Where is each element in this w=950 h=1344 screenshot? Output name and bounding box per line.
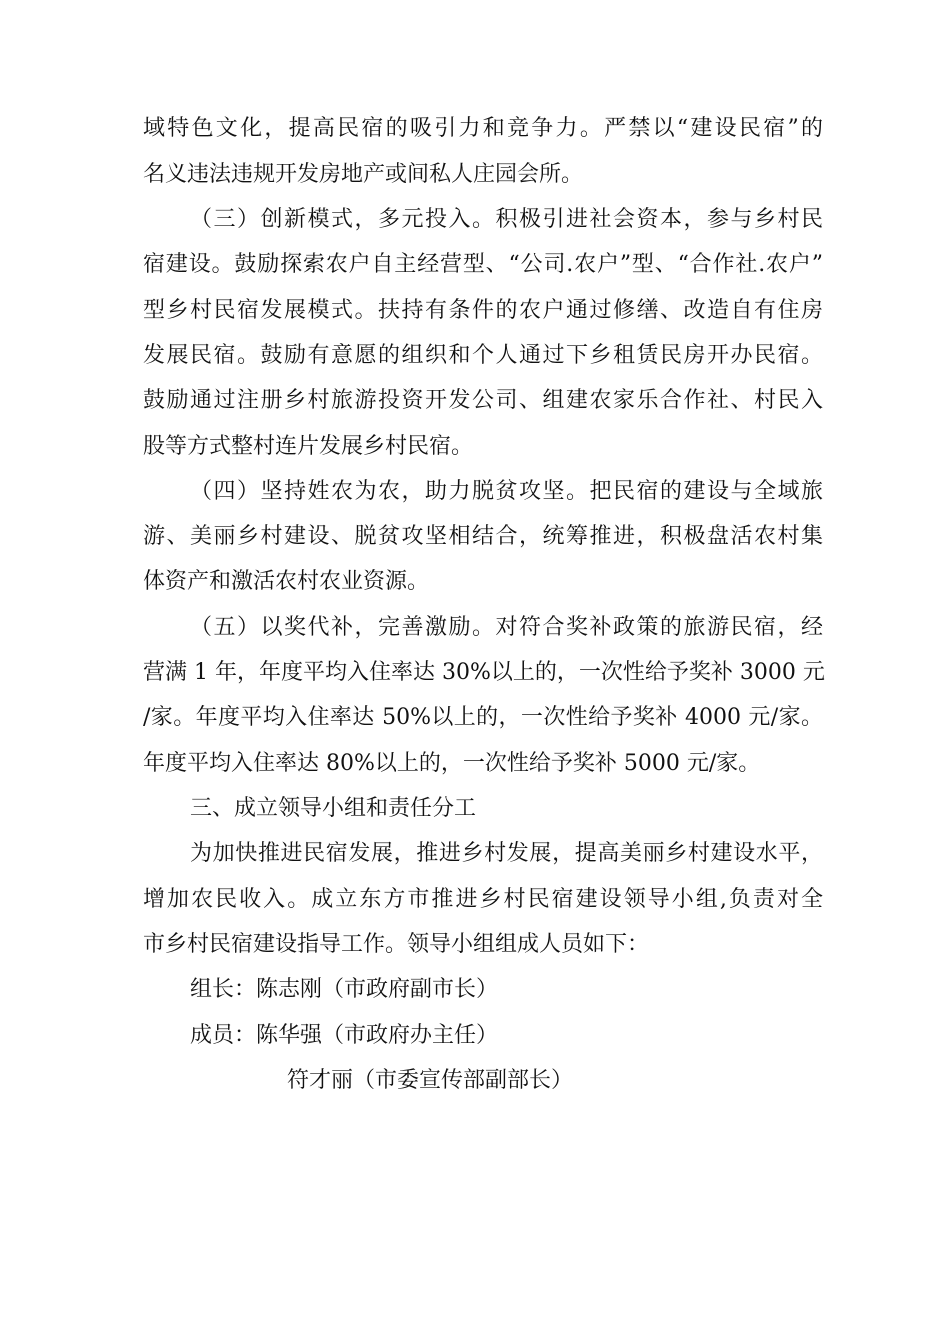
body-line: 宿建设。鼓励探索农户自主经营型、“公司.农户”型、“合作社.农户”: [143, 252, 823, 277]
group-member-line: 符才丽（市委宣传部副部长）: [287, 1068, 574, 1093]
body-line: 年度平均入住率达 80%以上的，一次性给予奖补 5000 元/家。: [143, 751, 761, 776]
group-leader-line: 组长：陈志刚（市政府副市长）: [190, 977, 499, 1002]
body-line: 游、美丽乡村建设、脱贫攻坚相结合，统筹推进，积极盘活农村集: [143, 524, 823, 549]
body-line: 发展民宿。鼓励有意愿的组织和个人通过下乡租赁民房开办民宿。: [143, 343, 823, 368]
body-line: 域特色文化，提高民宿的吸引力和竞争力。严禁以“建设民宿”的: [143, 116, 823, 141]
group-member-line: 成员：陈华强（市政府办主任）: [190, 1023, 499, 1048]
body-line: 股等方式整村连片发展乡村民宿。: [143, 434, 474, 459]
paragraph-heading-3: （三）创新模式，多元投入。积极引进社会资本，参与乡村民: [190, 207, 823, 232]
section-heading: 三、成立领导小组和责任分工: [190, 796, 477, 821]
body-line: 营满 1 年，年度平均入住率达 30%以上的，一次性给予奖补 3000 元: [143, 660, 825, 685]
body-line: 名义违法违规开发房地产或间私人庄园会所。: [143, 162, 584, 187]
body-line: 型乡村民宿发展模式。扶持有条件的农户通过修缮、改造自有住房: [143, 298, 823, 323]
body-line: 体资产和激活农村农业资源。: [143, 569, 430, 594]
body-line: 鼓励通过注册乡村旅游投资开发公司、组建农家乐合作社、村民入: [143, 388, 823, 413]
body-line: 为加快推进民宿发展，推进乡村发展，提高美丽乡村建设水平，: [190, 841, 823, 866]
body-line: 增加农民收入。成立东方市推进乡村民宿建设领导小组,负责对全: [143, 887, 823, 912]
paragraph-heading-4: （四）坚持姓农为农，助力脱贫攻坚。把民宿的建设与全域旅: [190, 479, 823, 504]
body-line: 市乡村民宿建设指导工作。领导小组组成人员如下：: [143, 932, 650, 957]
paragraph-heading-5: （五）以奖代补，完善激励。对符合奖补政策的旅游民宿，经: [190, 615, 823, 640]
body-line: /家。年度平均入住率达 50%以上的，一次性给予奖补 4000 元/家。: [143, 705, 823, 730]
